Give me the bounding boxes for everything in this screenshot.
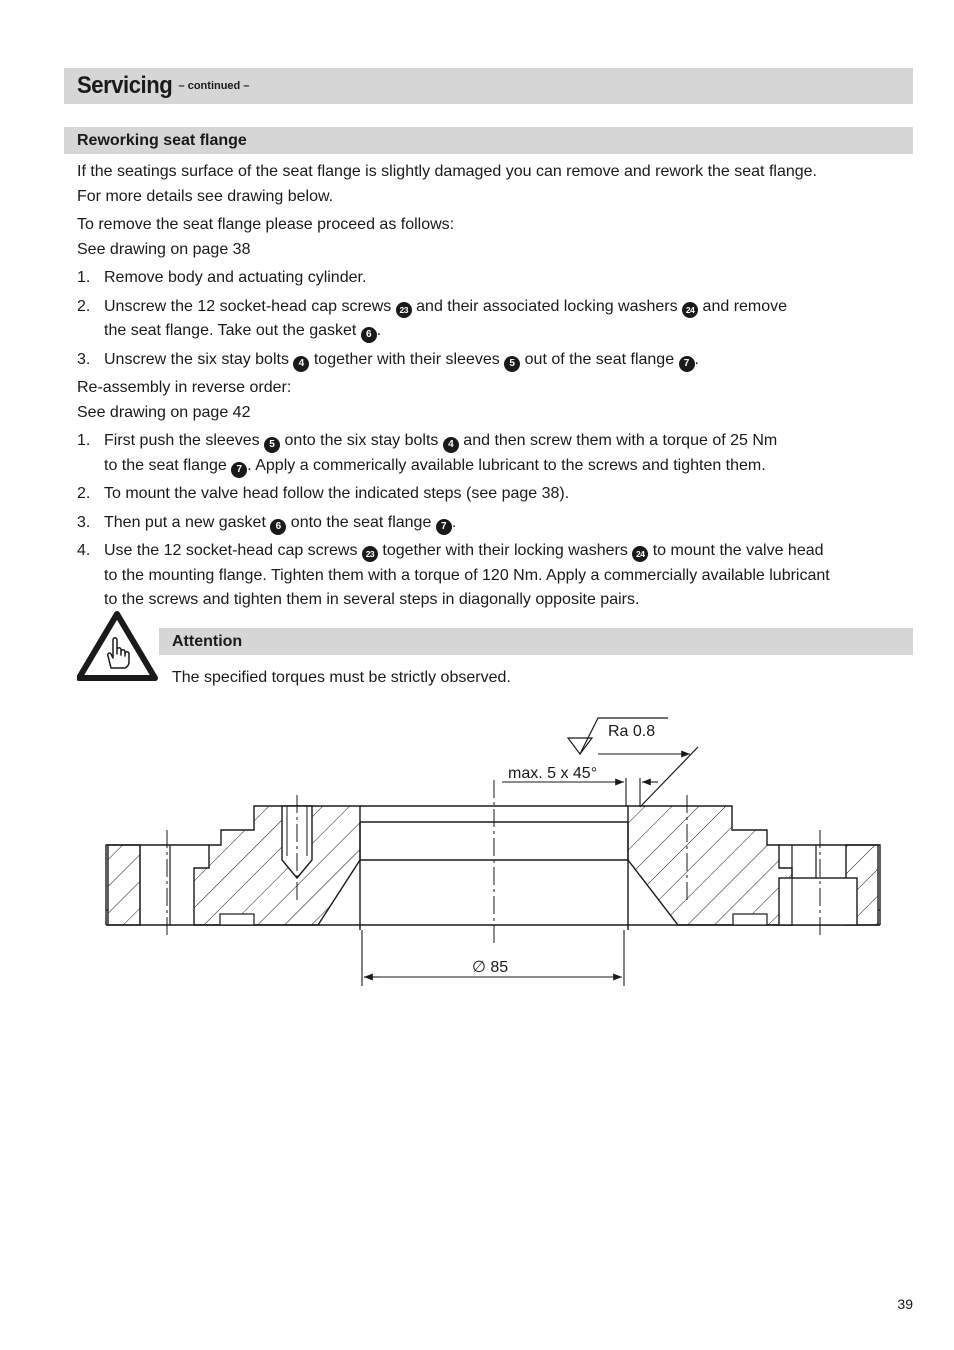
page-number: 39 xyxy=(897,1296,913,1312)
diameter-label: ∅ 85 xyxy=(472,959,509,976)
subsection-title: Reworking seat flange xyxy=(77,131,247,149)
instructions-body xyxy=(77,160,877,617)
attention-text: The specified torques must be strictly observed. xyxy=(172,669,511,686)
list-item: 3. Then put a new gasket 6 onto the seat flange 7 . xyxy=(77,511,877,536)
part-ref-badge: 6 xyxy=(361,327,377,343)
part-ref-badge: 7 xyxy=(679,356,695,372)
section-header xyxy=(64,68,913,104)
part-ref-badge: 7 xyxy=(436,519,452,535)
diameter-dimension xyxy=(362,930,624,986)
list-item: 2. To mount the valve head follow the indicated steps (see page 38). xyxy=(77,485,570,502)
part-ref-badge: 5 xyxy=(264,437,280,453)
list-item: 3. Unscrew the six stay bolts 4 together with their sleeves 5 out of the seat flange 7 . xyxy=(77,348,877,373)
chamfer-label: max. 5 x 45° xyxy=(508,765,598,782)
removal-steps xyxy=(77,266,877,372)
part-ref-badge: 7 xyxy=(231,462,247,478)
part-ref-badge: 23 xyxy=(396,302,412,318)
part-ref-badge: 24 xyxy=(632,546,648,562)
list-item: 1. Remove body and actuating cylinder. xyxy=(77,269,367,286)
attention-title: Attention xyxy=(172,632,243,650)
intro-paragraph: If the seatings surface of the seat flange is slightly damaged you can remove and rework the seat flange. For more details see drawing below. xyxy=(77,163,817,205)
reassembly-lead: Re-assembly in reverse order: See drawing on page 42 xyxy=(77,379,292,421)
removal-lead: To remove the seat flange please proceed as follows: See drawing on page 38 xyxy=(77,216,455,258)
list-item: 1. First push the sleeves 5 onto the six stay bolts 4 and then screw them with a torque of 25 Nm to the seat flange 7 . Apply a commerically available lubricant to the screws and tighten them. xyxy=(77,429,877,478)
part-ref-badge: 4 xyxy=(443,437,459,453)
attention-header xyxy=(159,628,913,655)
flange-cross-section xyxy=(106,806,880,930)
roughness-label: Ra 0.8 xyxy=(608,723,656,740)
part-ref-badge: 6 xyxy=(270,519,286,535)
section-continued-label: – continued – xyxy=(178,80,250,92)
seat-flange-drawing xyxy=(0,700,954,1000)
list-item: 2. Unscrew the 12 socket-head cap screws 23 and their associated locking washers 24 and remove the seat flange. Take out the gasket 6 . xyxy=(77,295,877,344)
part-ref-badge: 5 xyxy=(504,356,520,372)
subsection-header xyxy=(64,127,913,154)
part-ref-badge: 24 xyxy=(682,302,698,318)
part-ref-badge: 23 xyxy=(362,546,378,562)
warning-hand-icon xyxy=(77,610,159,682)
part-ref-badge: 4 xyxy=(293,356,309,372)
list-item: 4. Use the 12 socket-head cap screws 23 together with their locking washers 24 to mount the valve head to the mounting flange. Tighten them with a torque of 120 Nm. Apply a commercially available lubricant to the screws and tighten them in several steps in diagonally opposite pairs. xyxy=(77,542,830,608)
section-title: Servicing xyxy=(77,72,173,99)
reassembly-steps xyxy=(77,429,877,613)
